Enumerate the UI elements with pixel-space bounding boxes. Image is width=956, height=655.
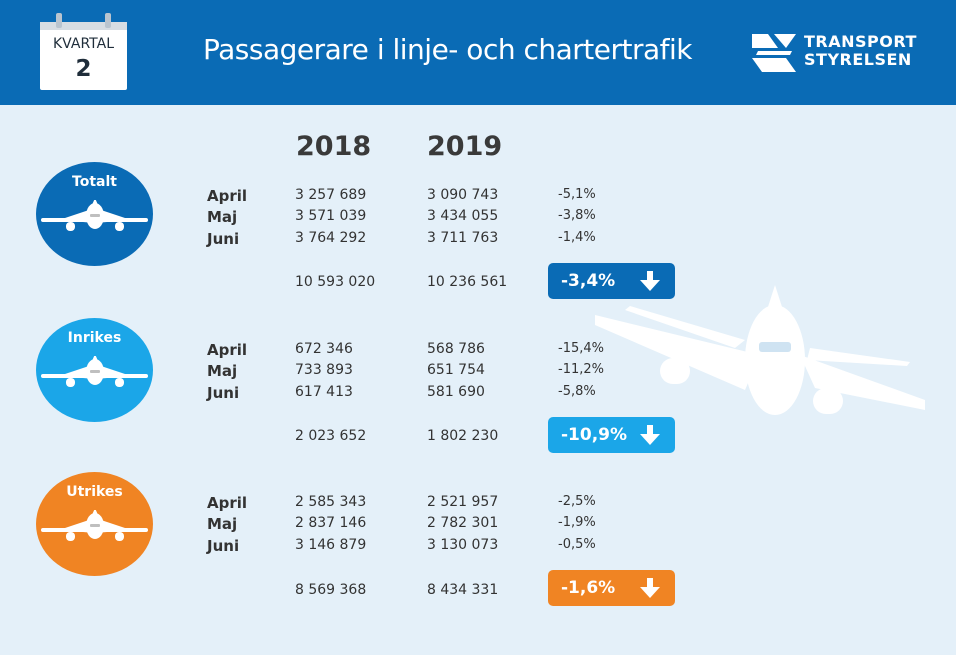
inrikes-month-cell: April [207, 341, 248, 359]
totalt-change-badge [548, 263, 675, 299]
totalt-month-cell: Maj [207, 208, 238, 226]
totalt-month-cell: April [207, 187, 248, 205]
utrikes-month-cell: April [207, 494, 248, 512]
airplane-icon [39, 200, 150, 236]
totalt-change-cell: -1,4% [558, 230, 596, 245]
inrikes-total-2019: 1 802 230 [427, 428, 499, 444]
inrikes-value-2018-cell: 733 893 [295, 362, 353, 378]
inrikes-total-change: -10,9% [561, 425, 628, 445]
year-2019-header: 2019 [427, 131, 503, 162]
logo-line-2: STYRELSEN [804, 50, 912, 69]
year-2018-header: 2018 [296, 131, 372, 162]
totalt-month-cell: Juni [207, 230, 240, 248]
totalt-value-2019-cell: 3 711 763 [427, 230, 499, 246]
inrikes-value-2019-cell: 568 786 [427, 341, 485, 357]
inrikes-value-2018-cell: 617 413 [295, 384, 353, 400]
totalt-total-2019: 10 236 561 [427, 274, 508, 290]
utrikes-value-2018-cell: 2 585 343 [295, 494, 367, 510]
calendar-top-strip [40, 22, 127, 30]
utrikes-month-cell: Maj [207, 515, 238, 533]
inrikes-value-2019-cell: 581 690 [427, 384, 485, 400]
totalt-total-change: -3,4% [561, 271, 616, 291]
background-plane-icon [585, 280, 930, 430]
calendar-ring-right [105, 13, 111, 28]
utrikes-total-2019: 8 434 331 [427, 582, 499, 598]
group-circle-inrikes [36, 318, 153, 422]
utrikes-change-badge [548, 570, 675, 606]
utrikes-value-2019-cell: 2 782 301 [427, 515, 499, 531]
logo-text [804, 33, 917, 69]
arrow-down-icon [638, 269, 662, 293]
inrikes-month-cell: Maj [207, 362, 238, 380]
totalt-change-cell: -3,8% [558, 208, 596, 223]
utrikes-month-cell: Juni [207, 537, 240, 555]
totalt-value-2019-cell: 3 434 055 [427, 208, 499, 224]
airplane-icon [39, 510, 150, 546]
utrikes-value-2018-cell: 3 146 879 [295, 537, 367, 553]
inrikes-change-cell: -5,8% [558, 384, 596, 399]
calendar-label: KVARTAL [53, 36, 114, 52]
utrikes-change-cell: -0,5% [558, 537, 596, 552]
header-bar [0, 0, 956, 105]
totalt-value-2019-cell: 3 090 743 [427, 187, 499, 203]
page-title: Passagerare i linje- och chartertrafik [203, 33, 693, 66]
transportstyrelsen-logo-icon [752, 34, 796, 72]
group-circle-utrikes [36, 472, 153, 576]
totalt-value-2018-cell: 3 571 039 [295, 208, 367, 224]
inrikes-change-cell: -11,2% [558, 362, 604, 377]
calendar-icon [40, 22, 127, 90]
totalt-total-2018: 10 593 020 [295, 274, 376, 290]
arrow-down-icon [638, 423, 662, 447]
airplane-icon [39, 356, 150, 392]
group-label-totalt: Totalt [72, 174, 117, 190]
inrikes-month-cell: Juni [207, 384, 240, 402]
calendar-number: 2 [75, 56, 92, 82]
group-label-inrikes: Inrikes [67, 330, 122, 346]
utrikes-total-2018: 8 569 368 [295, 582, 367, 598]
inrikes-value-2019-cell: 651 754 [427, 362, 485, 378]
inrikes-value-2018-cell: 672 346 [295, 341, 353, 357]
utrikes-change-cell: -2,5% [558, 494, 596, 509]
group-label-utrikes: Utrikes [66, 484, 123, 500]
utrikes-total-change: -1,6% [561, 578, 616, 598]
calendar-ring-left [56, 13, 62, 28]
totalt-value-2018-cell: 3 257 689 [295, 187, 367, 203]
inrikes-total-2018: 2 023 652 [295, 428, 367, 444]
inrikes-change-badge [548, 417, 675, 453]
logo-line-1: TRANSPORT [804, 32, 917, 51]
utrikes-value-2019-cell: 2 521 957 [427, 494, 499, 510]
totalt-value-2018-cell: 3 764 292 [295, 230, 367, 246]
group-circle-totalt [36, 162, 153, 266]
utrikes-value-2019-cell: 3 130 073 [427, 537, 499, 553]
inrikes-change-cell: -15,4% [558, 341, 604, 356]
utrikes-change-cell: -1,9% [558, 515, 596, 530]
arrow-down-icon [638, 576, 662, 600]
utrikes-value-2018-cell: 2 837 146 [295, 515, 367, 531]
totalt-change-cell: -5,1% [558, 187, 596, 202]
